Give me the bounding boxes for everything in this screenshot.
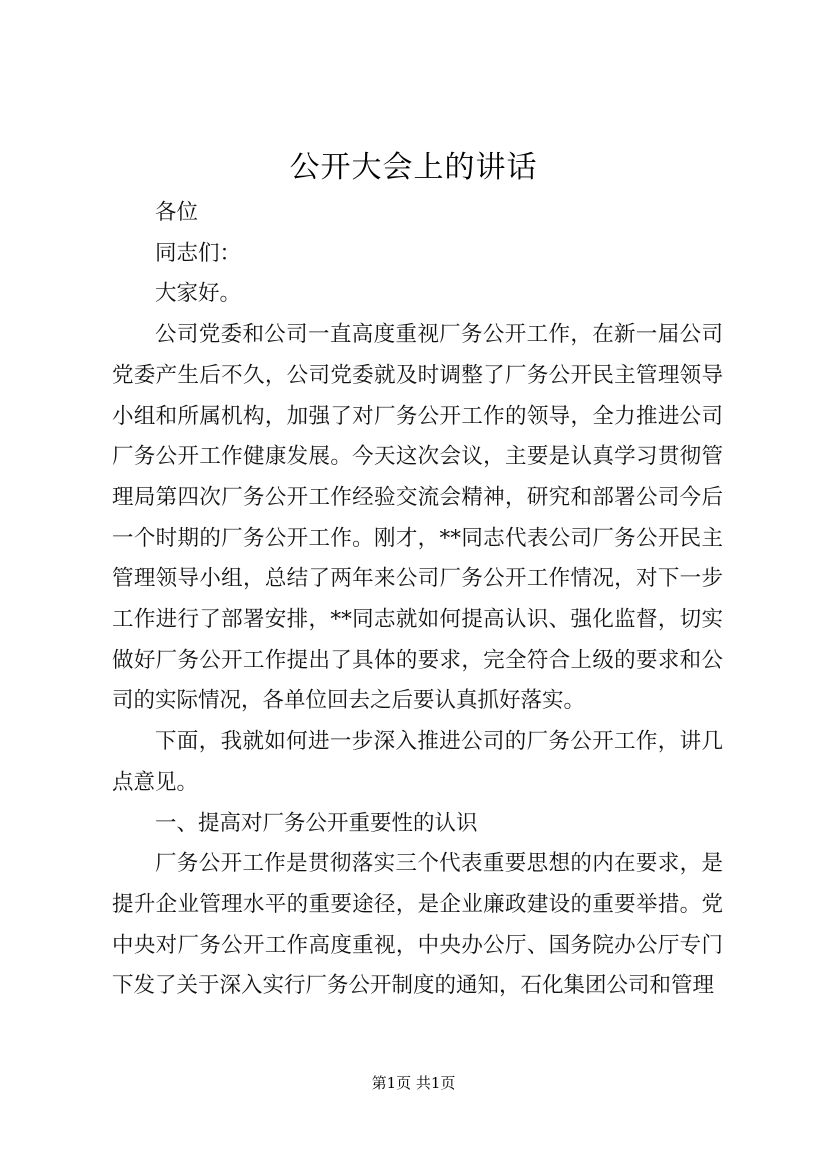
- document-title: 公开大会上的讲话: [289, 150, 538, 185]
- body-paragraph: 厂务公开工作是贯彻落实三个代表重要思想的内在要求，是提升企业管理水平的重要途径，是企业廉政建设的重要举措。党中央对厂务公开工作高度重视，中央办公厅、国务院办公厅专门下发了关于深入实行厂务公开制度的通知，石化集团公司和管理: [112, 851, 723, 999]
- section-heading: 一、提高对厂务公开重要性的认识: [155, 810, 478, 836]
- body-paragraph: 公司党委和公司一直高度重视厂务公开工作，在新一届公司党委产生后不久，公司党委就及时调整了厂务公开民主管理领导小组和所属机构，加强了对厂务公开工作的领导，全力推进公司厂务公开工作健康发展。今天这次会议，主要是认真学习贯彻管理局第四次厂务公开工作经验交流会精神，研究和部署公司今后一个时期的厂务公开工作。刚才，**同志代表公司厂务公开民主管理领导小组，总结了两年来公司厂务公开工作情况，对下一步工作进行了部署安排，**同志就如何提高认识、强化监督，切实做好厂务公开工作提出了具体的要求，完全符合上级的要求和公司的实际情况，各单位回去之后要认真抓好落实。: [112, 322, 723, 714]
- salutation-line: 各位: [155, 200, 199, 225]
- body-paragraph: 下面，我就如何进一步深入推进公司的厂务公开工作，讲几点意见。: [112, 729, 723, 795]
- page-footer: 第1页 共1页: [371, 1074, 456, 1092]
- salutation-line: 同志们：: [155, 240, 242, 266]
- document-body: [112, 193, 723, 1007]
- greeting-line: 大家好。: [155, 281, 242, 307]
